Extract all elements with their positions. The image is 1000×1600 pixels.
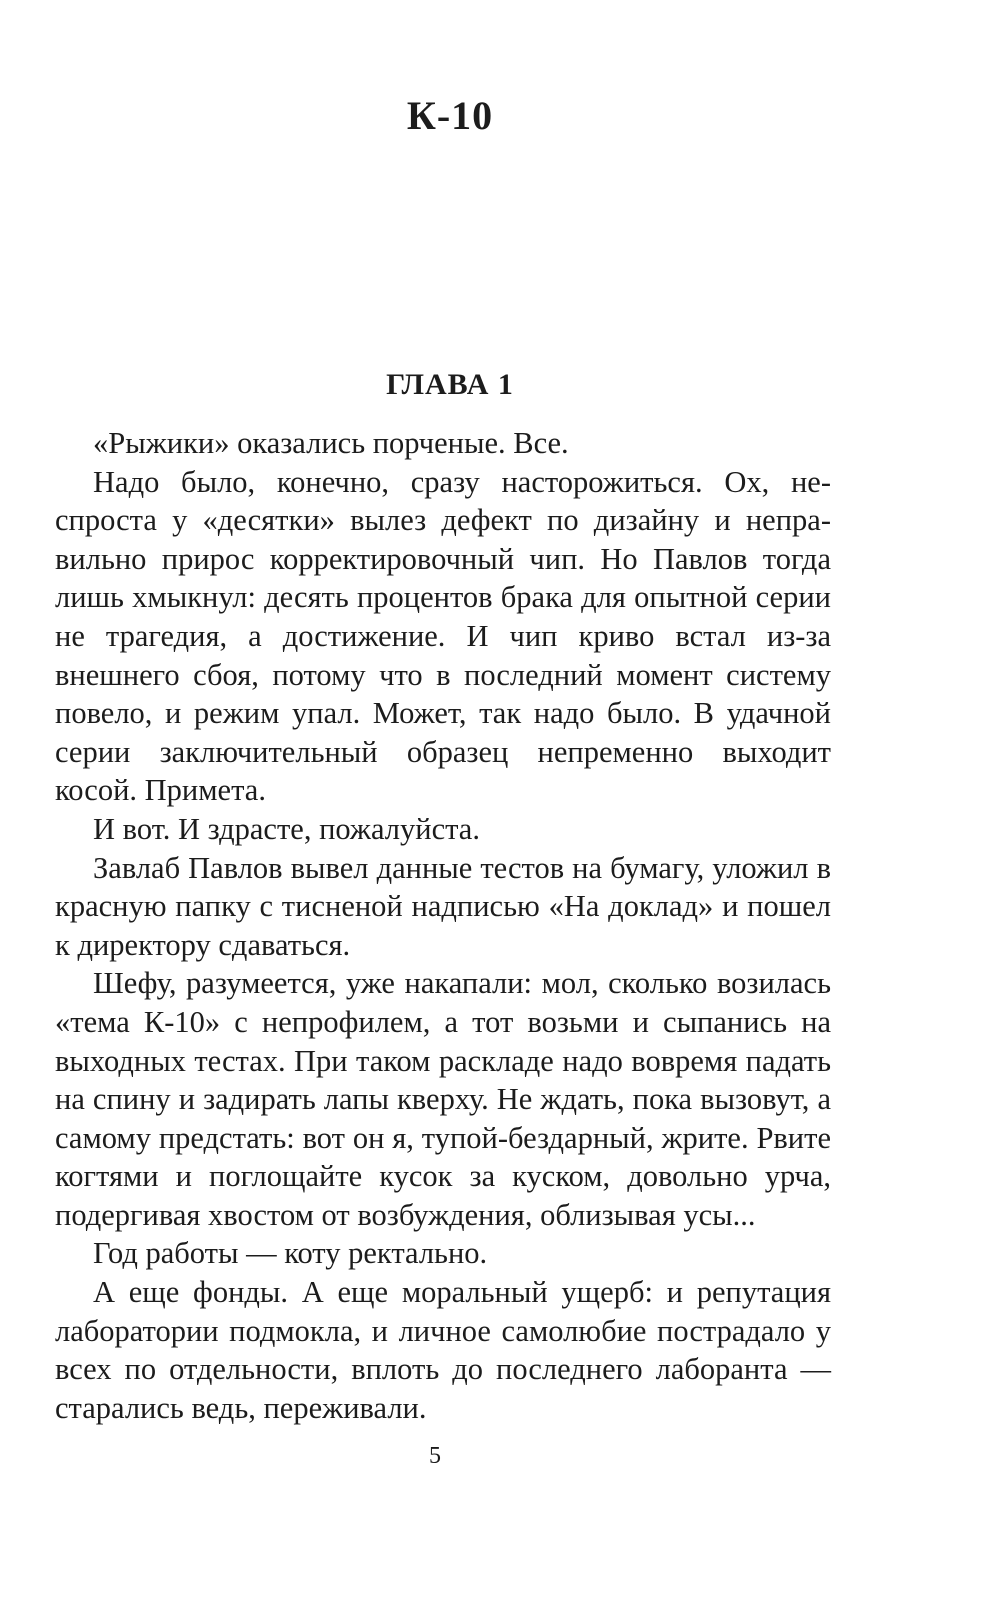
chapter-text [55,424,831,1427]
paragraph: Год работы — коту ректально. [93,1236,488,1271]
paragraph: А еще фонды. А еще моральный ущерб: и репутация лаборатории подмокла, и личное самолюбие пострадало у всех по отдельности, вплоть до последнего лаборанта — старались ведь, переживали. [55,1275,831,1425]
book-title: К-10 [406,93,494,138]
paragraph: Шефу, разумеется, уже накапали: мол, сколько возилась «тема К-10» с непрофилем, а тот возьми и сыпанись на выходных тестах. При таком раскладе надо вовремя падать на спину и задирать лапы кверху. Не ждать, пока вызовут, а самому предстать: вот он я, тупой-бездарный, жрите. Рвите когтями и поглощайте кусок за куском, довольно урча, подергивая хвостом от возбуждения, облизывая усы... [55,966,831,1232]
chapter-title: ГЛАВА 1 [386,368,514,401]
paragraph: «Рыжики» оказались порченые. Все. [93,426,569,460]
paragraph: Завлаб Павлов вывел данные тестов на бумагу, уложил в красную папку с тисненой надписью «На доклад» и пошел к директору сдаваться. [55,850,831,962]
page-number: 5 [429,1443,441,1469]
paragraph: Надо было, конечно, сразу насторожиться. Ох, неспроста у «десятки» вылез дефект по дизайну и неправильно прирос корректировочный чип. Но Павлов тогда лишь хмыкнул: десять процентов брака для опытной серии не трагедия, а достижение. И чип криво встал из-за внешнего сбоя, потому что в последний момент систему повело, и режим упал. Может, так надо было. В удачной серии заключительный образец непременно выходит косой. Примета. [55,464,831,808]
paragraph: И вот. И здрасте, пожалуйста. [93,811,480,846]
